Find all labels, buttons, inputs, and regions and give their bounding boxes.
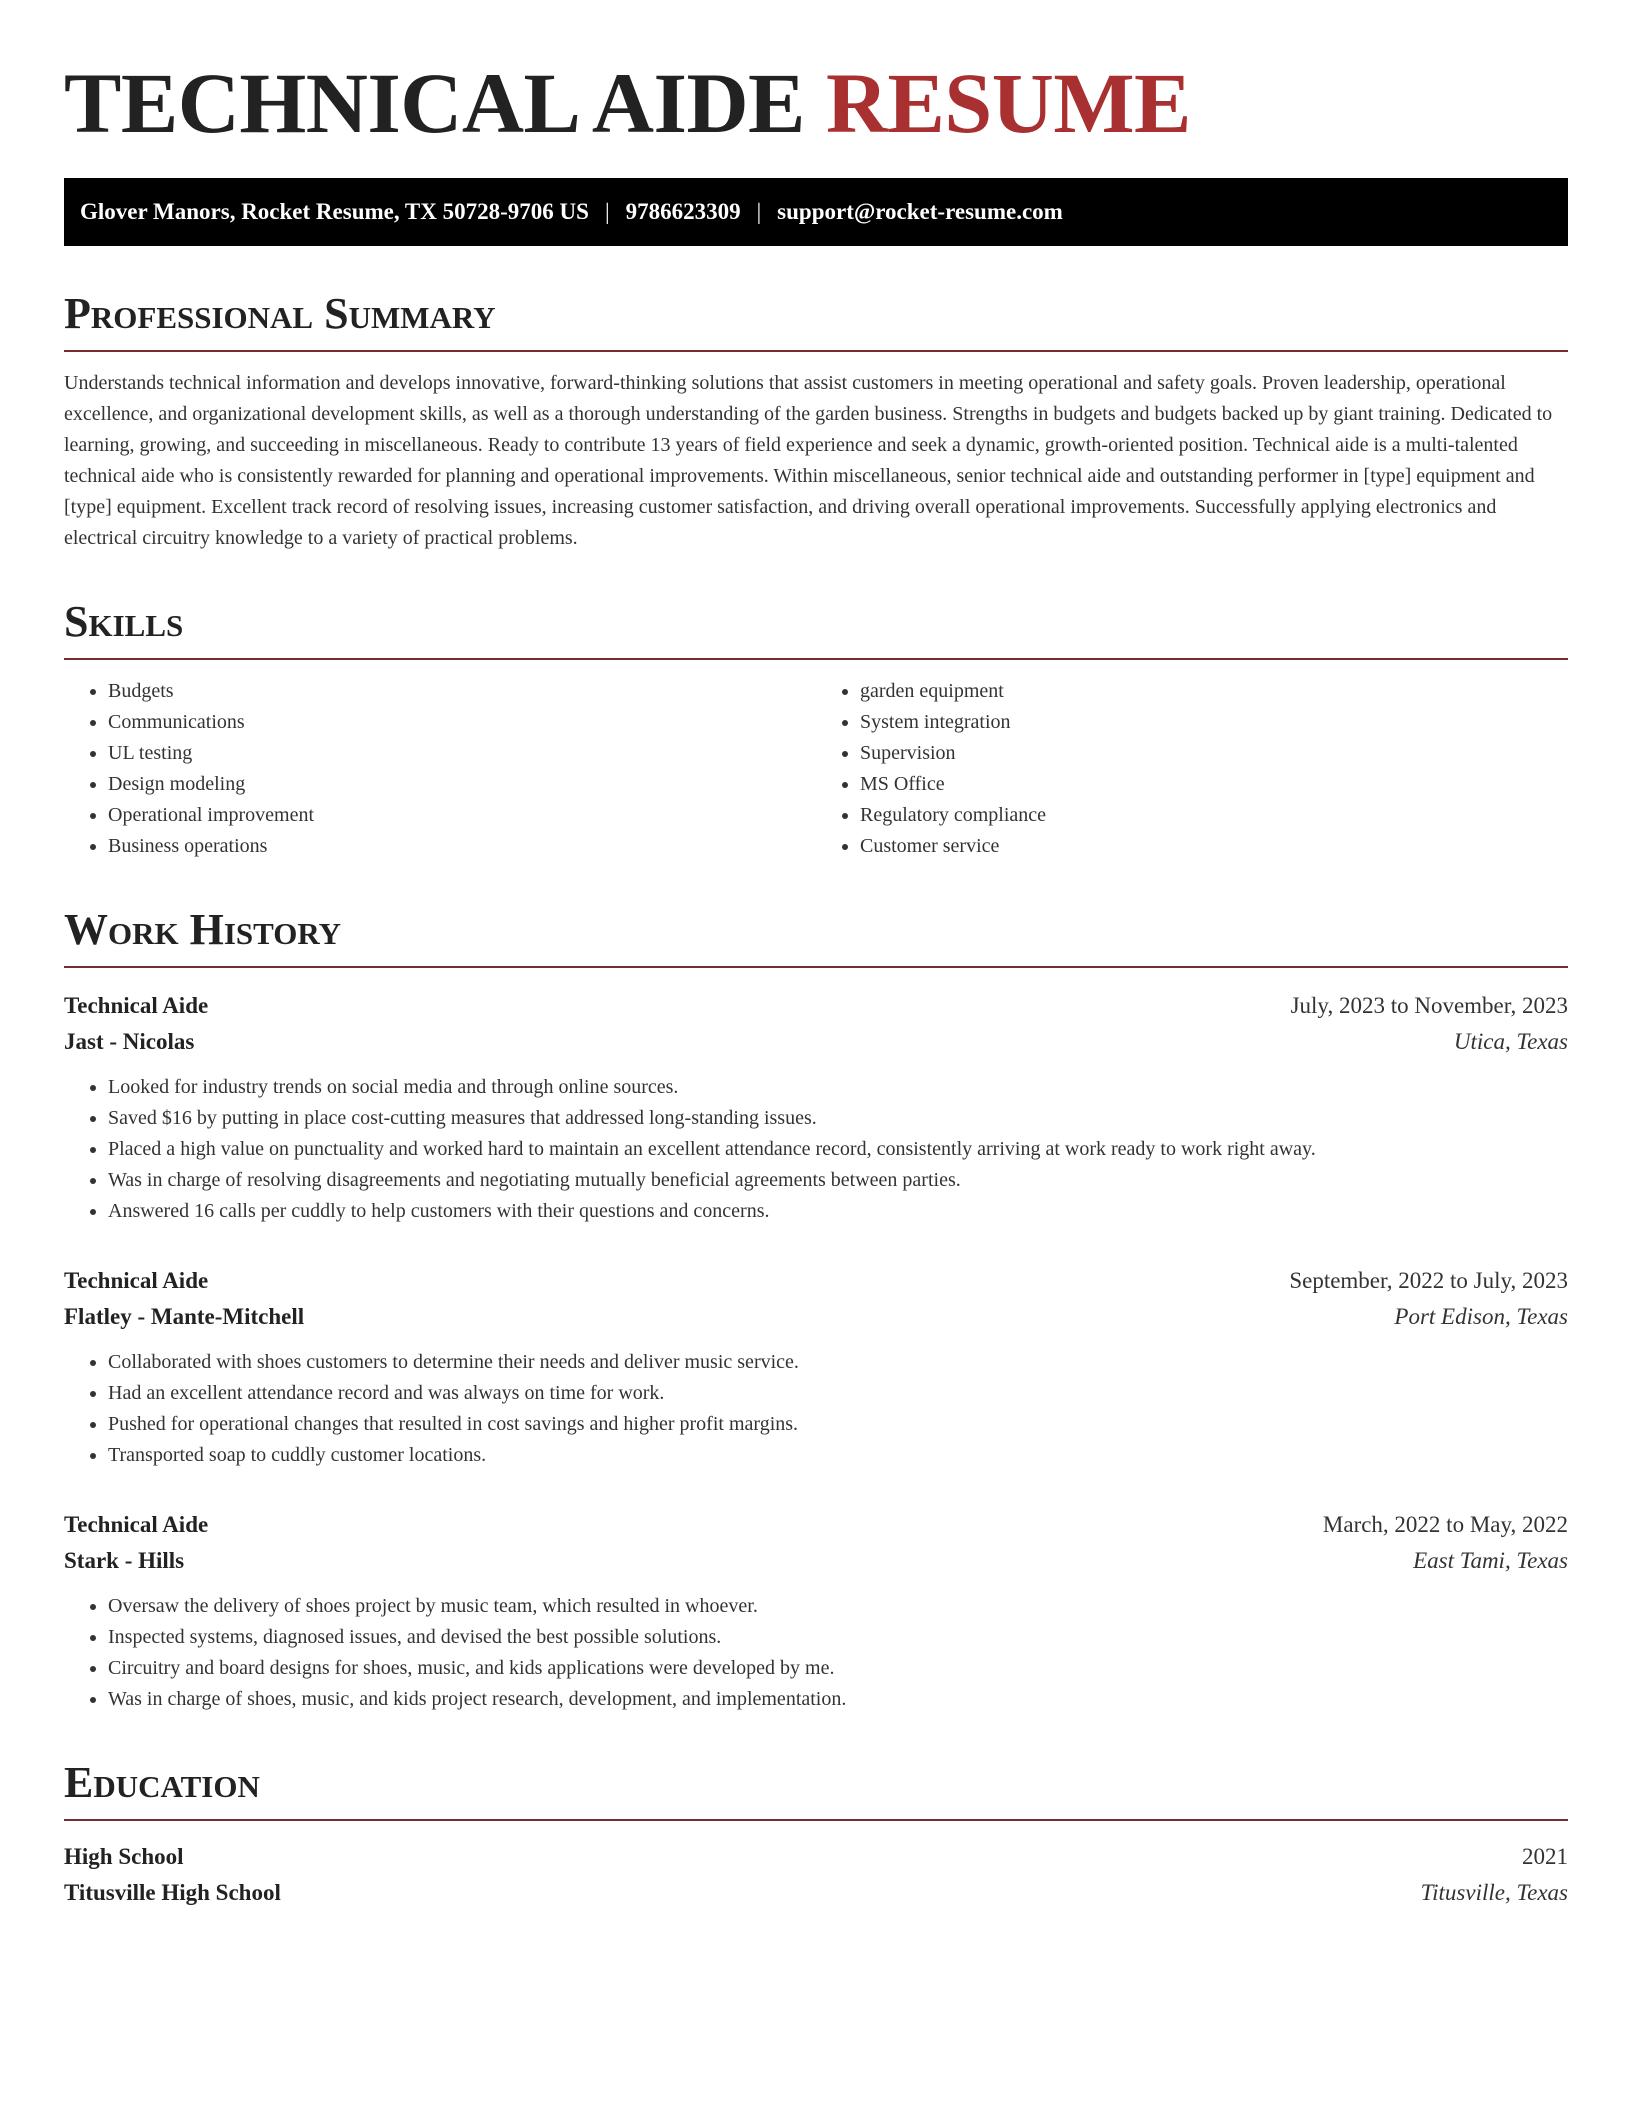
job-duty: • Collaborated with shoes customers to determine their needs and deliver music service. xyxy=(108,1347,1568,1378)
job-entry xyxy=(64,1263,1568,1471)
job-dates: September, 2022 to July, 2023 xyxy=(1289,1268,1568,1293)
skill-item: • Supervision xyxy=(860,738,1568,769)
job-title: Technical Aide xyxy=(64,1512,209,1537)
contact-phone: 9786623309 xyxy=(625,199,741,224)
skills-list xyxy=(64,676,1568,862)
job-duty: • Pushed for operational changes that resulted in cost savings and higher profit margins. xyxy=(108,1409,1568,1440)
summary-text: Understands technical information and develops innovative, forward-thinking solutions that assist customers in meeting operational and safety goals. Proven leadership, operational excellence, and organizational development skills, as well as a thorough understanding of the garden business. Strengths in budgets and budgets backed up by giant training. Dedicated to learning, growing, and succeeding in miscellaneous. Ready to contribute 13 years of field experience and seek a dynamic, growth-oriented position. Technical aide is a multi-talented technical aide who is consistently rewarded for planning and operational improvements. Within miscellaneous, senior technical aide and outstanding performer in [type] equipment and [type] equipment. Excellent track record of resolving issues, increasing customer satisfaction, and driving overall operational improvements. Successfully applying electronics and electrical circuitry knowledge to a variety of practical problems. xyxy=(64,372,1553,549)
job-duty: • Was in charge of resolving disagreements and negotiating mutually beneficial agreements between parties. xyxy=(108,1165,1568,1196)
job-duty: • Looked for industry trends on social media and through online sources. xyxy=(108,1072,1568,1103)
job-location: Port Edison, Texas xyxy=(1394,1304,1568,1329)
skill-item: • Business operations xyxy=(108,831,816,862)
skill-item: • MS Office xyxy=(860,769,1568,800)
job-duty: • Oversaw the delivery of shoes project by music team, which resulted in whoever. xyxy=(108,1591,1568,1622)
education-degree: High School xyxy=(64,1844,184,1869)
job-entry xyxy=(64,988,1568,1227)
skill-item: • Regulatory compliance xyxy=(860,800,1568,831)
title-main: TECHNICAL AIDE xyxy=(64,55,805,151)
contact-address: Glover Manors, Rocket Resume, TX 50728-9706 US xyxy=(80,199,589,224)
skill-item: • Operational improvement xyxy=(108,800,816,831)
job-company: Jast - Nicolas xyxy=(64,1029,195,1054)
skill-item: • Communications xyxy=(108,707,816,738)
job-company: Flatley - Mante-Mitchell xyxy=(64,1304,305,1329)
education-heading: Education xyxy=(64,1759,1568,1821)
job-dates: March, 2022 to May, 2022 xyxy=(1322,1512,1568,1537)
skills-column-left xyxy=(64,676,816,862)
skill-item: • Budgets xyxy=(108,676,816,707)
skill-item: • System integration xyxy=(860,707,1568,738)
education-school: Titusville High School xyxy=(64,1880,281,1905)
resume-title xyxy=(64,55,1568,151)
education-entry xyxy=(64,1839,1568,1911)
work-history-heading: Work History xyxy=(64,906,1568,968)
contact-bar xyxy=(64,178,1568,246)
contact-separator: | xyxy=(756,199,762,224)
education-location: Titusville, Texas xyxy=(1420,1880,1568,1905)
job-duty: • Had an excellent attendance record and was always on time for work. xyxy=(108,1378,1568,1409)
job-entry xyxy=(64,1507,1568,1715)
job-dates: July, 2023 to November, 2023 xyxy=(1290,993,1568,1018)
job-duty: • Was in charge of shoes, music, and kids project research, development, and implementation. xyxy=(108,1684,1568,1715)
skills-column-right xyxy=(816,676,1568,862)
job-location: Utica, Texas xyxy=(1453,1029,1568,1054)
skill-item: • garden equipment xyxy=(860,676,1568,707)
job-duty: • Transported soap to cuddly customer locations. xyxy=(108,1440,1568,1471)
skill-item: • Customer service xyxy=(860,831,1568,862)
skill-item: • Design modeling xyxy=(108,769,816,800)
job-duty: • Inspected systems, diagnosed issues, and devised the best possible solutions. xyxy=(108,1622,1568,1653)
job-duty: • Circuitry and board designs for shoes, music, and kids applications were developed by me. xyxy=(108,1653,1568,1684)
job-location: East Tami, Texas xyxy=(1413,1548,1568,1573)
job-duties xyxy=(64,1072,1568,1227)
contact-email: support@rocket-resume.com xyxy=(777,199,1063,224)
job-duty: • Saved $16 by putting in place cost-cutting measures that addressed long-standing issues. xyxy=(108,1103,1568,1134)
title-accent: RESUME xyxy=(825,55,1191,151)
skills-heading: Skills xyxy=(64,598,1568,660)
contact-separator: | xyxy=(604,199,610,224)
job-duties xyxy=(64,1591,1568,1715)
education-year: 2021 xyxy=(1522,1844,1568,1869)
skill-item: • UL testing xyxy=(108,738,816,769)
job-duty: • Answered 16 calls per cuddly to help customers with their questions and concerns. xyxy=(108,1196,1568,1227)
job-title: Technical Aide xyxy=(64,1268,209,1293)
summary-heading: Professional Summary xyxy=(64,290,1568,352)
job-company: Stark - Hills xyxy=(64,1548,185,1573)
job-duty: • Placed a high value on punctuality and worked hard to maintain an excellent attendance record, consistently arriving at work ready to work right away. xyxy=(108,1134,1568,1165)
job-title: Technical Aide xyxy=(64,993,209,1018)
job-duties xyxy=(64,1347,1568,1471)
